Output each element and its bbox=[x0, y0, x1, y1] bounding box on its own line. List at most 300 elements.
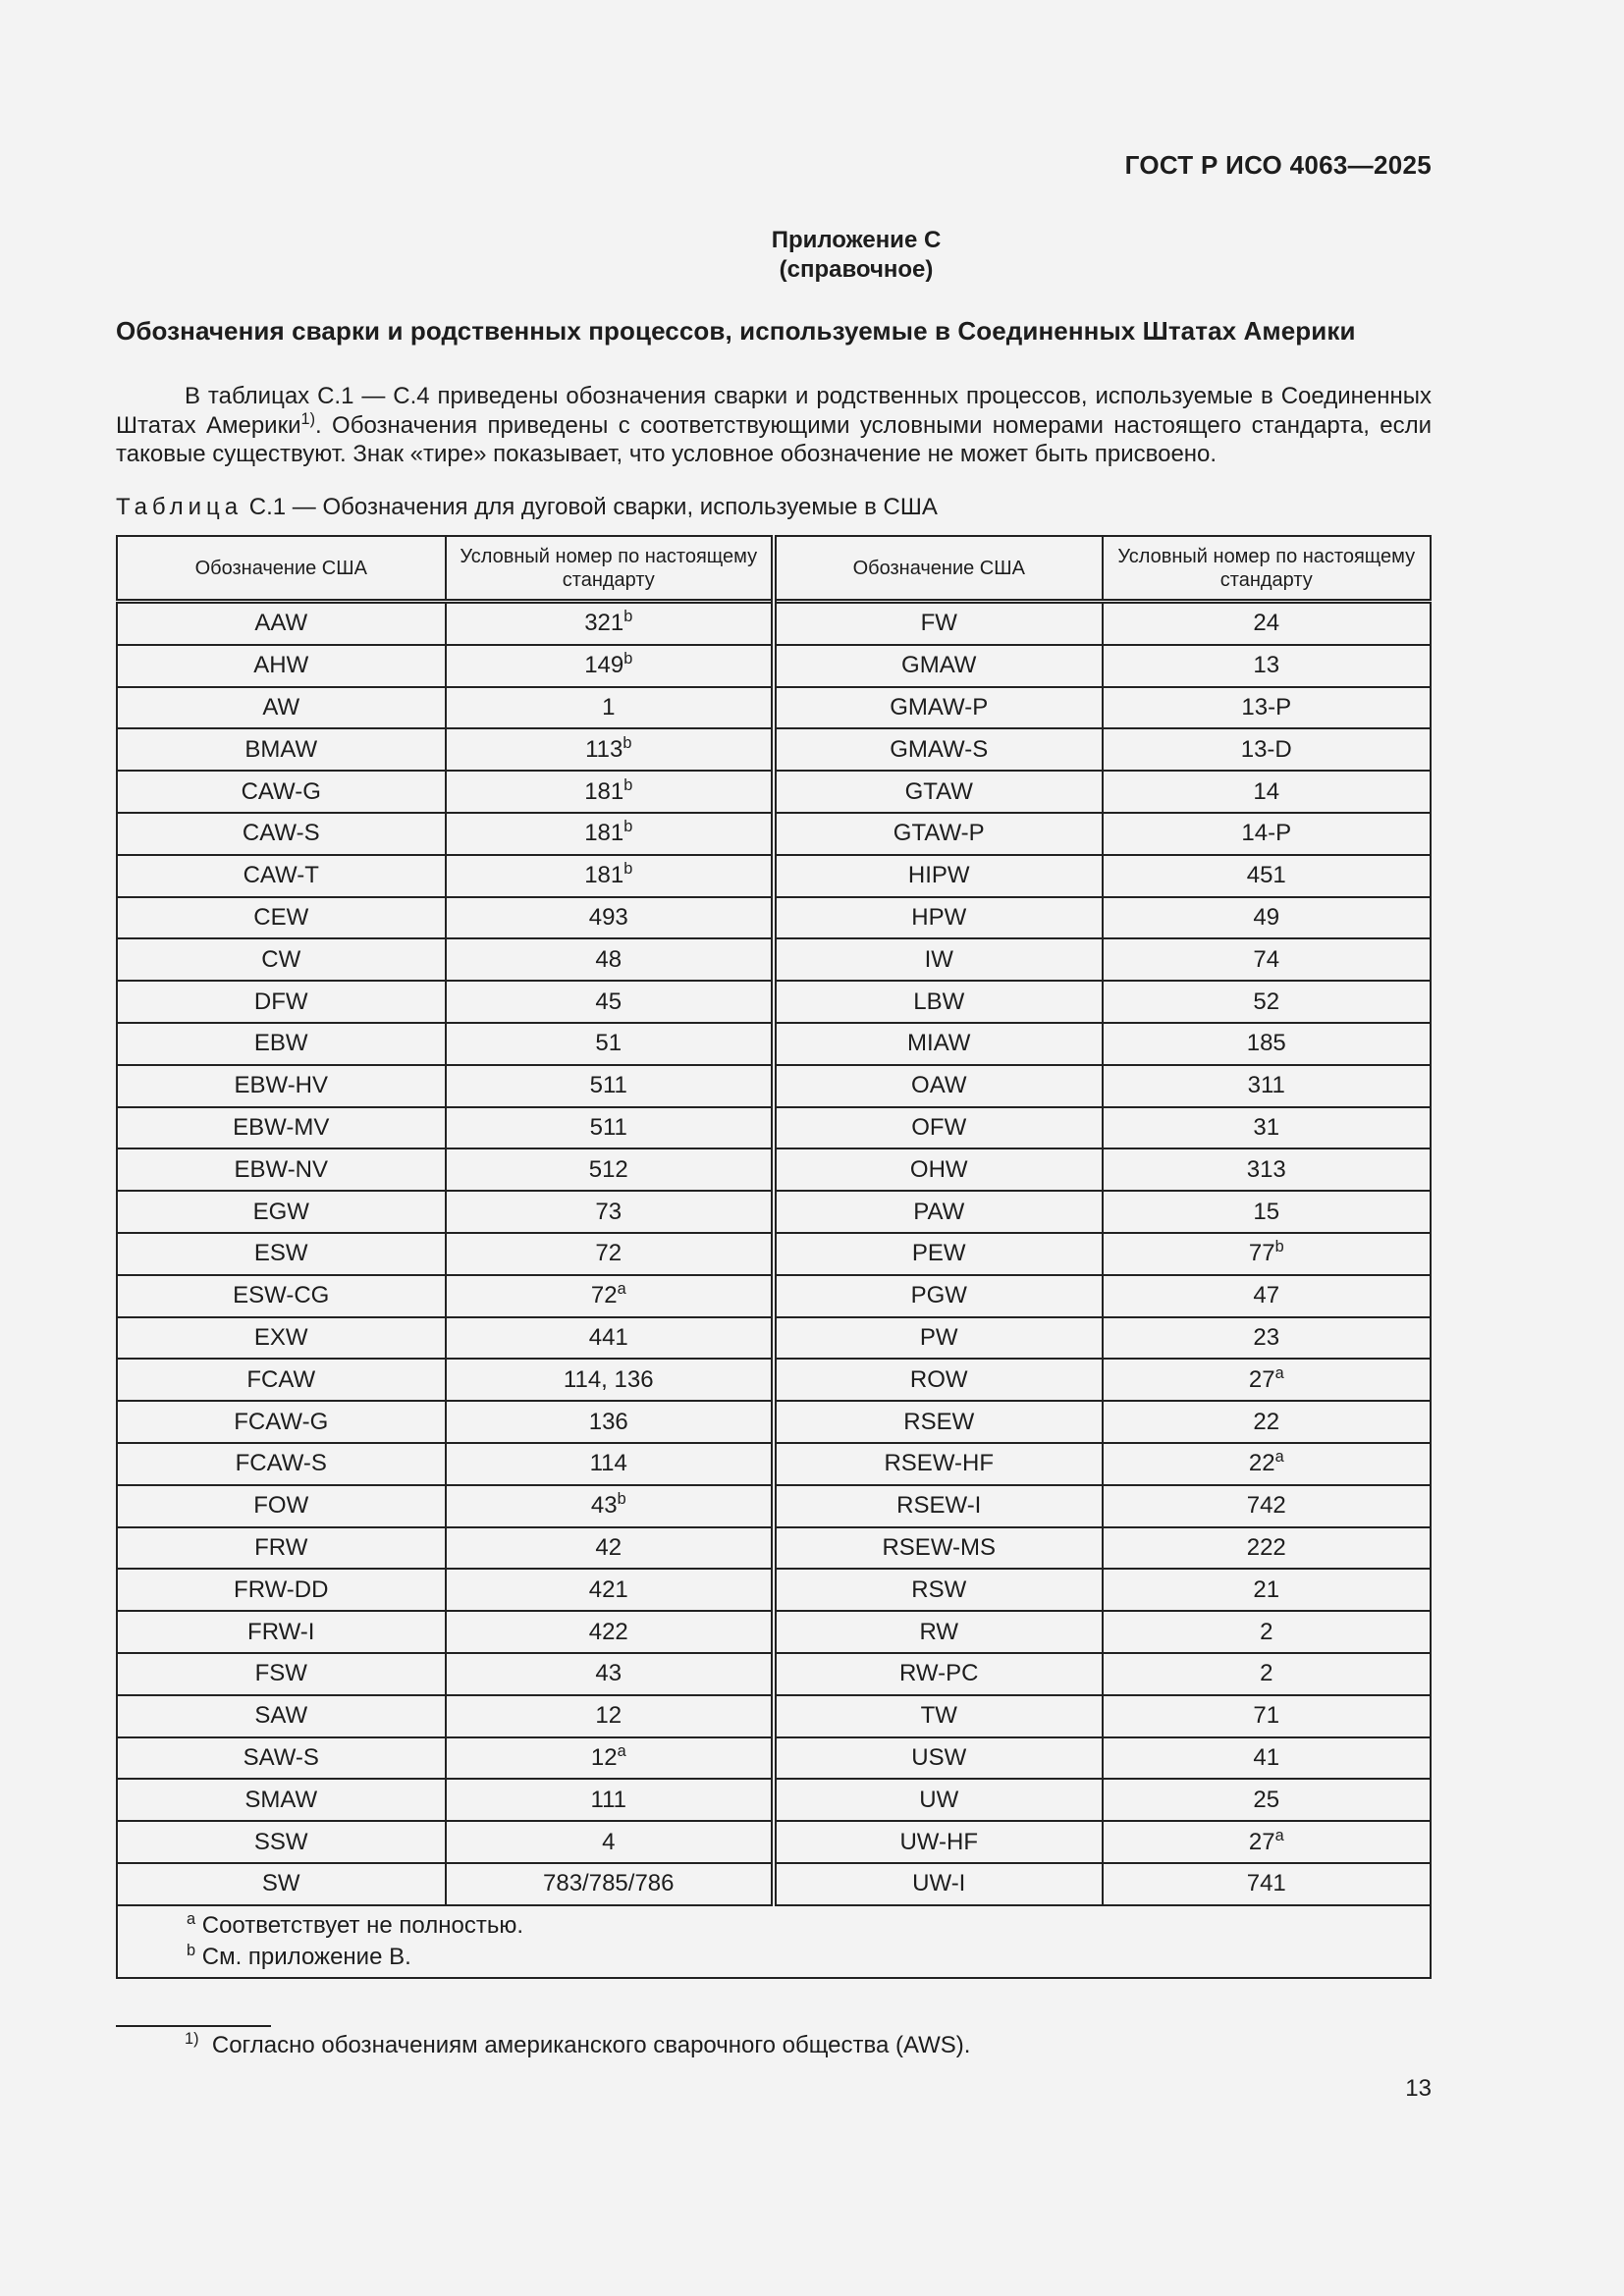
cell-reference-number bbox=[1103, 1191, 1432, 1233]
table-row bbox=[117, 1275, 1431, 1317]
cell-us-designation bbox=[117, 1569, 446, 1611]
cell-value: UW bbox=[919, 1786, 959, 1813]
cell-value: 42 bbox=[595, 1533, 623, 1561]
cell-value: 14-P bbox=[1241, 820, 1292, 847]
cell-value: 1 bbox=[602, 693, 616, 721]
table-row bbox=[117, 1821, 1431, 1863]
cell-value: ESW-CG bbox=[233, 1282, 330, 1309]
cell-value: 48 bbox=[595, 945, 623, 973]
cell-value: ROW bbox=[909, 1365, 968, 1393]
table-row bbox=[117, 1148, 1431, 1191]
table-row bbox=[117, 855, 1431, 897]
cell-us-designation bbox=[774, 1569, 1103, 1611]
cell-note-mark: a bbox=[617, 1280, 626, 1299]
annex-title: Приложение С bbox=[771, 227, 942, 253]
cell-value: 21 bbox=[1253, 1575, 1280, 1603]
cell-reference-number bbox=[1103, 1275, 1432, 1317]
header-reference-number-right: Условный номер по настоящему стандарту bbox=[1103, 536, 1432, 602]
cell-reference-number bbox=[1103, 1023, 1432, 1065]
cell-reference-number bbox=[1103, 855, 1432, 897]
page-number: 13 bbox=[1405, 2075, 1432, 2102]
cell-value: 24 bbox=[1253, 610, 1280, 637]
table-note-text: Соответствует не полностью. bbox=[201, 1911, 524, 1939]
cell-reference-number bbox=[1103, 1653, 1432, 1695]
cell-us-designation bbox=[774, 1779, 1103, 1821]
table-row bbox=[117, 1737, 1431, 1780]
table-body bbox=[117, 602, 1431, 1905]
cell-value: 45 bbox=[595, 988, 623, 1015]
cell-value: SAW-S bbox=[243, 1743, 319, 1771]
cell-us-designation bbox=[117, 855, 446, 897]
cell-note-mark: b bbox=[623, 775, 633, 794]
table-row bbox=[117, 1695, 1431, 1737]
page-footnote bbox=[185, 2032, 970, 2059]
table-row bbox=[117, 1107, 1431, 1149]
cell-reference-number bbox=[1103, 1443, 1432, 1485]
cell-value: 181 bbox=[584, 862, 624, 889]
cell-value: PAW bbox=[913, 1198, 965, 1225]
cell-reference-number bbox=[446, 1737, 775, 1780]
cell-value: 181 bbox=[584, 820, 624, 847]
cell-value: 321 bbox=[584, 610, 624, 637]
cell-value: 43 bbox=[595, 1660, 623, 1687]
cell-value: EBW-HV bbox=[234, 1072, 329, 1099]
cell-value: 511 bbox=[589, 1072, 627, 1099]
cell-note-mark: b bbox=[623, 818, 633, 836]
cell-value: SW bbox=[261, 1870, 300, 1897]
cell-value: 12 bbox=[590, 1743, 618, 1771]
cell-us-designation bbox=[117, 1527, 446, 1570]
cell-value: 52 bbox=[1253, 988, 1280, 1015]
cell-value: AAW bbox=[254, 610, 308, 637]
table-row bbox=[117, 938, 1431, 981]
cell-reference-number bbox=[446, 813, 775, 855]
cell-value: CAW-S bbox=[242, 820, 320, 847]
cell-us-designation bbox=[117, 1863, 446, 1905]
cell-reference-number bbox=[446, 1485, 775, 1527]
cell-reference-number bbox=[446, 728, 775, 771]
table-row bbox=[117, 1443, 1431, 1485]
cell-value: 14 bbox=[1253, 777, 1280, 805]
cell-value: 74 bbox=[1253, 945, 1280, 973]
cell-value: 51 bbox=[595, 1030, 623, 1057]
header-us-designation-right: Обозначение США bbox=[774, 536, 1103, 602]
cell-value: 27 bbox=[1248, 1828, 1275, 1855]
cell-reference-number bbox=[446, 1653, 775, 1695]
cell-value: 22 bbox=[1253, 1408, 1280, 1435]
table-note-mark: b bbox=[187, 1941, 196, 1959]
table-row bbox=[117, 1485, 1431, 1527]
cell-value: 136 bbox=[588, 1408, 628, 1435]
cell-reference-number bbox=[446, 1695, 775, 1737]
cell-value: 451 bbox=[1246, 862, 1286, 889]
cell-us-designation bbox=[774, 897, 1103, 939]
cell-value: UW-HF bbox=[899, 1828, 979, 1855]
table-row bbox=[117, 897, 1431, 939]
cell-us-designation bbox=[774, 1821, 1103, 1863]
cell-us-designation bbox=[774, 1359, 1103, 1401]
cell-value: 493 bbox=[588, 903, 628, 931]
cell-us-designation bbox=[774, 1863, 1103, 1905]
cell-value: 113 bbox=[585, 735, 623, 763]
cell-value: 71 bbox=[1253, 1702, 1280, 1730]
table-row bbox=[117, 771, 1431, 813]
cell-value: HPW bbox=[911, 903, 967, 931]
cell-value: FCAW bbox=[246, 1365, 316, 1393]
cell-us-designation bbox=[117, 1317, 446, 1360]
cell-value: 23 bbox=[1253, 1323, 1280, 1351]
cell-reference-number bbox=[1103, 1148, 1432, 1191]
cell-value: 72 bbox=[590, 1282, 618, 1309]
table-caption-text: С.1 — Обозначения для дуговой сварки, используемые в США bbox=[248, 494, 938, 520]
cell-us-designation bbox=[117, 728, 446, 771]
annex-status: (справочное) bbox=[779, 256, 934, 283]
cell-note-mark: b bbox=[623, 860, 633, 879]
cell-value: 742 bbox=[1246, 1492, 1286, 1520]
cell-value: 13-P bbox=[1241, 693, 1292, 721]
cell-reference-number bbox=[446, 1569, 775, 1611]
cell-us-designation bbox=[774, 728, 1103, 771]
table-note-mark: a bbox=[187, 1909, 196, 1928]
cell-reference-number bbox=[446, 897, 775, 939]
cell-value: 741 bbox=[1246, 1870, 1286, 1897]
cell-value: OHW bbox=[909, 1155, 968, 1183]
cell-us-designation bbox=[117, 1695, 446, 1737]
cell-value: 222 bbox=[1246, 1533, 1286, 1561]
cell-value: 12 bbox=[595, 1702, 623, 1730]
cell-reference-number bbox=[446, 602, 775, 645]
cell-reference-number bbox=[1103, 1569, 1432, 1611]
footnote-mark: 1) bbox=[185, 2030, 199, 2049]
cell-value: 2 bbox=[1260, 1660, 1273, 1687]
cell-reference-number bbox=[446, 1527, 775, 1570]
cell-note-mark: b bbox=[623, 650, 633, 668]
cell-value: USW bbox=[911, 1743, 967, 1771]
cell-us-designation bbox=[774, 1443, 1103, 1485]
table-row bbox=[117, 645, 1431, 687]
table-row bbox=[117, 602, 1431, 645]
annex-heading bbox=[0, 226, 1624, 285]
cell-value: 47 bbox=[1253, 1282, 1280, 1309]
cell-us-designation bbox=[774, 771, 1103, 813]
cell-value: FOW bbox=[253, 1492, 309, 1520]
cell-value: CW bbox=[261, 945, 301, 973]
cell-us-designation bbox=[117, 1023, 446, 1065]
cell-us-designation bbox=[774, 645, 1103, 687]
table-note bbox=[187, 1910, 1430, 1942]
cell-value: 783/785/786 bbox=[543, 1870, 675, 1897]
cell-value: PEW bbox=[911, 1240, 966, 1267]
cell-value: 311 bbox=[1247, 1072, 1285, 1099]
cell-us-designation bbox=[774, 1695, 1103, 1737]
cell-us-designation bbox=[774, 1191, 1103, 1233]
cell-us-designation bbox=[117, 1821, 446, 1863]
cell-reference-number bbox=[446, 1023, 775, 1065]
cell-reference-number bbox=[1103, 1611, 1432, 1653]
cell-value: UW-I bbox=[912, 1870, 966, 1897]
cell-reference-number bbox=[1103, 1233, 1432, 1275]
cell-value: 41 bbox=[1253, 1743, 1280, 1771]
cell-value: 4 bbox=[602, 1828, 616, 1855]
cell-value: GMAW bbox=[901, 652, 977, 679]
cell-value: 114 bbox=[589, 1450, 627, 1477]
cell-reference-number bbox=[1103, 1065, 1432, 1107]
cell-reference-number bbox=[1103, 813, 1432, 855]
cell-us-designation bbox=[117, 813, 446, 855]
cell-value: RSEW-MS bbox=[882, 1533, 997, 1561]
cell-reference-number bbox=[446, 645, 775, 687]
cell-reference-number bbox=[446, 1191, 775, 1233]
cell-reference-number bbox=[1103, 897, 1432, 939]
cell-value: 13 bbox=[1253, 652, 1280, 679]
cell-value: FCAW-G bbox=[234, 1408, 329, 1435]
cell-us-designation bbox=[117, 897, 446, 939]
cell-value: FRW bbox=[254, 1533, 308, 1561]
table-note bbox=[187, 1942, 1430, 1973]
cell-value: 2 bbox=[1260, 1618, 1273, 1645]
cell-us-designation bbox=[117, 1275, 446, 1317]
footnote-divider bbox=[116, 2025, 271, 2027]
cell-value: PGW bbox=[910, 1282, 967, 1309]
cell-value: EXW bbox=[253, 1323, 308, 1351]
cell-us-designation bbox=[774, 1275, 1103, 1317]
cell-reference-number bbox=[446, 938, 775, 981]
cell-us-designation bbox=[117, 645, 446, 687]
cell-us-designation bbox=[774, 981, 1103, 1023]
cell-reference-number bbox=[1103, 1821, 1432, 1863]
cell-reference-number bbox=[1103, 1485, 1432, 1527]
cell-reference-number bbox=[446, 1359, 775, 1401]
cell-reference-number bbox=[1103, 1863, 1432, 1905]
cell-note-mark: a bbox=[1274, 1448, 1284, 1467]
cell-value: AW bbox=[262, 693, 300, 721]
cell-us-designation bbox=[117, 1485, 446, 1527]
cell-value: 22 bbox=[1248, 1450, 1275, 1477]
cell-us-designation bbox=[117, 938, 446, 981]
section-title: Обозначения сварки и родственных процессов, используемые в Соединенных Штатах Америки bbox=[116, 316, 1356, 346]
cell-value: FRW-I bbox=[247, 1618, 315, 1645]
table-caption bbox=[116, 494, 938, 521]
cell-us-designation bbox=[774, 602, 1103, 645]
cell-value: BMAW bbox=[244, 735, 318, 763]
cell-us-designation bbox=[774, 687, 1103, 729]
table-row bbox=[117, 1863, 1431, 1905]
cell-value: 111 bbox=[590, 1786, 626, 1813]
cell-us-designation bbox=[774, 855, 1103, 897]
cell-value: 421 bbox=[588, 1575, 628, 1603]
cell-reference-number bbox=[1103, 645, 1432, 687]
header-us-designation-left: Обозначение США bbox=[117, 536, 446, 602]
cell-reference-number bbox=[1103, 1107, 1432, 1149]
cell-reference-number bbox=[446, 1821, 775, 1863]
cell-value: 313 bbox=[1246, 1155, 1286, 1183]
table-note-text: См. приложение В. bbox=[201, 1943, 411, 1970]
cell-reference-number bbox=[1103, 1779, 1432, 1821]
cell-value: CAW-T bbox=[243, 862, 319, 889]
cell-value: IW bbox=[924, 945, 953, 973]
cell-value: 72 bbox=[595, 1240, 623, 1267]
cell-us-designation bbox=[117, 1737, 446, 1780]
cell-us-designation bbox=[117, 1191, 446, 1233]
cell-value: 27 bbox=[1248, 1365, 1275, 1393]
cell-reference-number bbox=[446, 1233, 775, 1275]
cell-value: 49 bbox=[1253, 903, 1280, 931]
cell-reference-number bbox=[446, 1401, 775, 1443]
table-row bbox=[117, 1779, 1431, 1821]
cell-value: 31 bbox=[1253, 1113, 1280, 1141]
intro-paragraph bbox=[116, 382, 1432, 469]
cell-value: CEW bbox=[253, 903, 309, 931]
cell-value: FW bbox=[920, 610, 957, 637]
table-row bbox=[117, 1191, 1431, 1233]
cell-value: 43 bbox=[590, 1492, 618, 1520]
cell-reference-number bbox=[446, 687, 775, 729]
cell-reference-number bbox=[1103, 938, 1432, 981]
cell-us-designation bbox=[117, 1233, 446, 1275]
cell-note-mark: b bbox=[623, 733, 632, 752]
table-row bbox=[117, 1317, 1431, 1360]
cell-value: ESW bbox=[253, 1240, 308, 1267]
cell-value: 511 bbox=[589, 1113, 627, 1141]
cell-reference-number bbox=[446, 981, 775, 1023]
cell-value: RSEW bbox=[903, 1408, 975, 1435]
cell-value: RSW bbox=[911, 1575, 967, 1603]
cell-reference-number bbox=[446, 1443, 775, 1485]
cell-value: CAW-G bbox=[241, 777, 321, 805]
cell-reference-number bbox=[1103, 1359, 1432, 1401]
cell-value: FRW-DD bbox=[234, 1575, 329, 1603]
cell-reference-number bbox=[446, 1107, 775, 1149]
cell-us-designation bbox=[774, 1737, 1103, 1780]
intro-text-part2: . Обозначения приведены с соответствующими условными номерами настоящего стандарта, если таковые существуют. Знак «тире» показывает, что условное обозначение не может быть присвоено. bbox=[116, 411, 1433, 467]
cell-reference-number bbox=[1103, 1695, 1432, 1737]
table-caption-label: Таблица bbox=[116, 494, 244, 520]
cell-us-designation bbox=[774, 1233, 1103, 1275]
cell-us-designation bbox=[117, 1107, 446, 1149]
cell-value: PW bbox=[919, 1323, 958, 1351]
table-row bbox=[117, 1023, 1431, 1065]
cell-reference-number bbox=[1103, 728, 1432, 771]
cell-value: EBW bbox=[253, 1030, 308, 1057]
table-row bbox=[117, 1401, 1431, 1443]
cell-us-designation bbox=[774, 813, 1103, 855]
table-notes bbox=[117, 1905, 1431, 1978]
table-row bbox=[117, 981, 1431, 1023]
table-row bbox=[117, 1065, 1431, 1107]
cell-us-designation bbox=[117, 1401, 446, 1443]
cell-value: 185 bbox=[1246, 1030, 1286, 1057]
cell-value: FCAW-S bbox=[235, 1450, 327, 1477]
cell-value: 77 bbox=[1248, 1240, 1275, 1267]
cell-reference-number bbox=[446, 1863, 775, 1905]
cell-reference-number bbox=[1103, 687, 1432, 729]
cell-us-designation bbox=[117, 1065, 446, 1107]
header-reference-number-left: Условный номер по настоящему стандарту bbox=[446, 536, 775, 602]
cell-reference-number bbox=[446, 855, 775, 897]
cell-value: GTAW-P bbox=[893, 820, 985, 847]
cell-value: EGW bbox=[252, 1198, 309, 1225]
cell-value: GMAW-S bbox=[890, 735, 989, 763]
table-row bbox=[117, 813, 1431, 855]
cell-value: SAW bbox=[254, 1702, 308, 1730]
cell-value: 15 bbox=[1253, 1198, 1280, 1225]
cell-us-designation bbox=[774, 1317, 1103, 1360]
footnote-text: Согласно обозначениям американского сварочного общества (AWS). bbox=[211, 2032, 971, 2058]
cell-value: GMAW-P bbox=[890, 693, 989, 721]
cell-us-designation bbox=[774, 1148, 1103, 1191]
cell-note-mark: b bbox=[623, 608, 633, 626]
cell-value: OAW bbox=[911, 1072, 967, 1099]
cell-value: EBW-NV bbox=[234, 1155, 329, 1183]
intro-footnote-ref: 1) bbox=[300, 409, 316, 428]
cell-note-mark: b bbox=[617, 1490, 626, 1509]
cell-value: RW bbox=[919, 1618, 959, 1645]
cell-reference-number bbox=[446, 1611, 775, 1653]
cell-value: AHW bbox=[253, 652, 309, 679]
cell-us-designation bbox=[774, 1065, 1103, 1107]
cell-reference-number bbox=[446, 771, 775, 813]
cell-reference-number bbox=[1103, 771, 1432, 813]
cell-us-designation bbox=[117, 1443, 446, 1485]
cell-us-designation bbox=[774, 1527, 1103, 1570]
cell-value: SSW bbox=[253, 1828, 308, 1855]
cell-reference-number bbox=[446, 1317, 775, 1360]
cell-reference-number bbox=[1103, 1737, 1432, 1780]
cell-reference-number bbox=[1103, 981, 1432, 1023]
cell-value: 13-D bbox=[1240, 735, 1292, 763]
cell-us-designation bbox=[774, 938, 1103, 981]
cell-value: 181 bbox=[584, 777, 624, 805]
cell-us-designation bbox=[117, 602, 446, 645]
cell-value: RW-PC bbox=[899, 1660, 979, 1687]
cell-us-designation bbox=[117, 981, 446, 1023]
table-row bbox=[117, 1653, 1431, 1695]
table-row bbox=[117, 1527, 1431, 1570]
cell-value: TW bbox=[920, 1702, 957, 1730]
cell-us-designation bbox=[774, 1107, 1103, 1149]
cell-reference-number bbox=[1103, 1401, 1432, 1443]
cell-reference-number bbox=[446, 1275, 775, 1317]
cell-value: MIAW bbox=[907, 1030, 971, 1057]
cell-note-mark: b bbox=[1274, 1238, 1284, 1256]
cell-value: LBW bbox=[913, 988, 965, 1015]
cell-note-mark: a bbox=[1274, 1363, 1284, 1382]
table-row bbox=[117, 1233, 1431, 1275]
cell-us-designation bbox=[117, 771, 446, 813]
table-row bbox=[117, 687, 1431, 729]
cell-us-designation bbox=[117, 687, 446, 729]
document-code: ГОСТ Р ИСО 4063—2025 bbox=[1124, 150, 1432, 180]
table-row bbox=[117, 1359, 1431, 1401]
cell-reference-number bbox=[1103, 1527, 1432, 1570]
cell-value: HIPW bbox=[907, 862, 970, 889]
cell-us-designation bbox=[117, 1359, 446, 1401]
cell-us-designation bbox=[117, 1779, 446, 1821]
cell-us-designation bbox=[774, 1401, 1103, 1443]
table-header-row bbox=[117, 536, 1431, 602]
cell-value: 25 bbox=[1253, 1786, 1280, 1813]
cell-reference-number bbox=[446, 1148, 775, 1191]
cell-value: OFW bbox=[911, 1113, 967, 1141]
cell-us-designation bbox=[117, 1148, 446, 1191]
cell-value: EBW-MV bbox=[233, 1113, 330, 1141]
intro-text-part1: В таблицах С.1 — С.4 приведены обозначения сварки и родственных процессов, используемые в Соединенных Штатах Америки bbox=[116, 383, 1432, 439]
cell-value: 441 bbox=[588, 1323, 628, 1351]
cell-us-designation bbox=[117, 1653, 446, 1695]
cell-value: 512 bbox=[588, 1155, 628, 1183]
cell-us-designation bbox=[774, 1653, 1103, 1695]
cell-reference-number bbox=[446, 1779, 775, 1821]
